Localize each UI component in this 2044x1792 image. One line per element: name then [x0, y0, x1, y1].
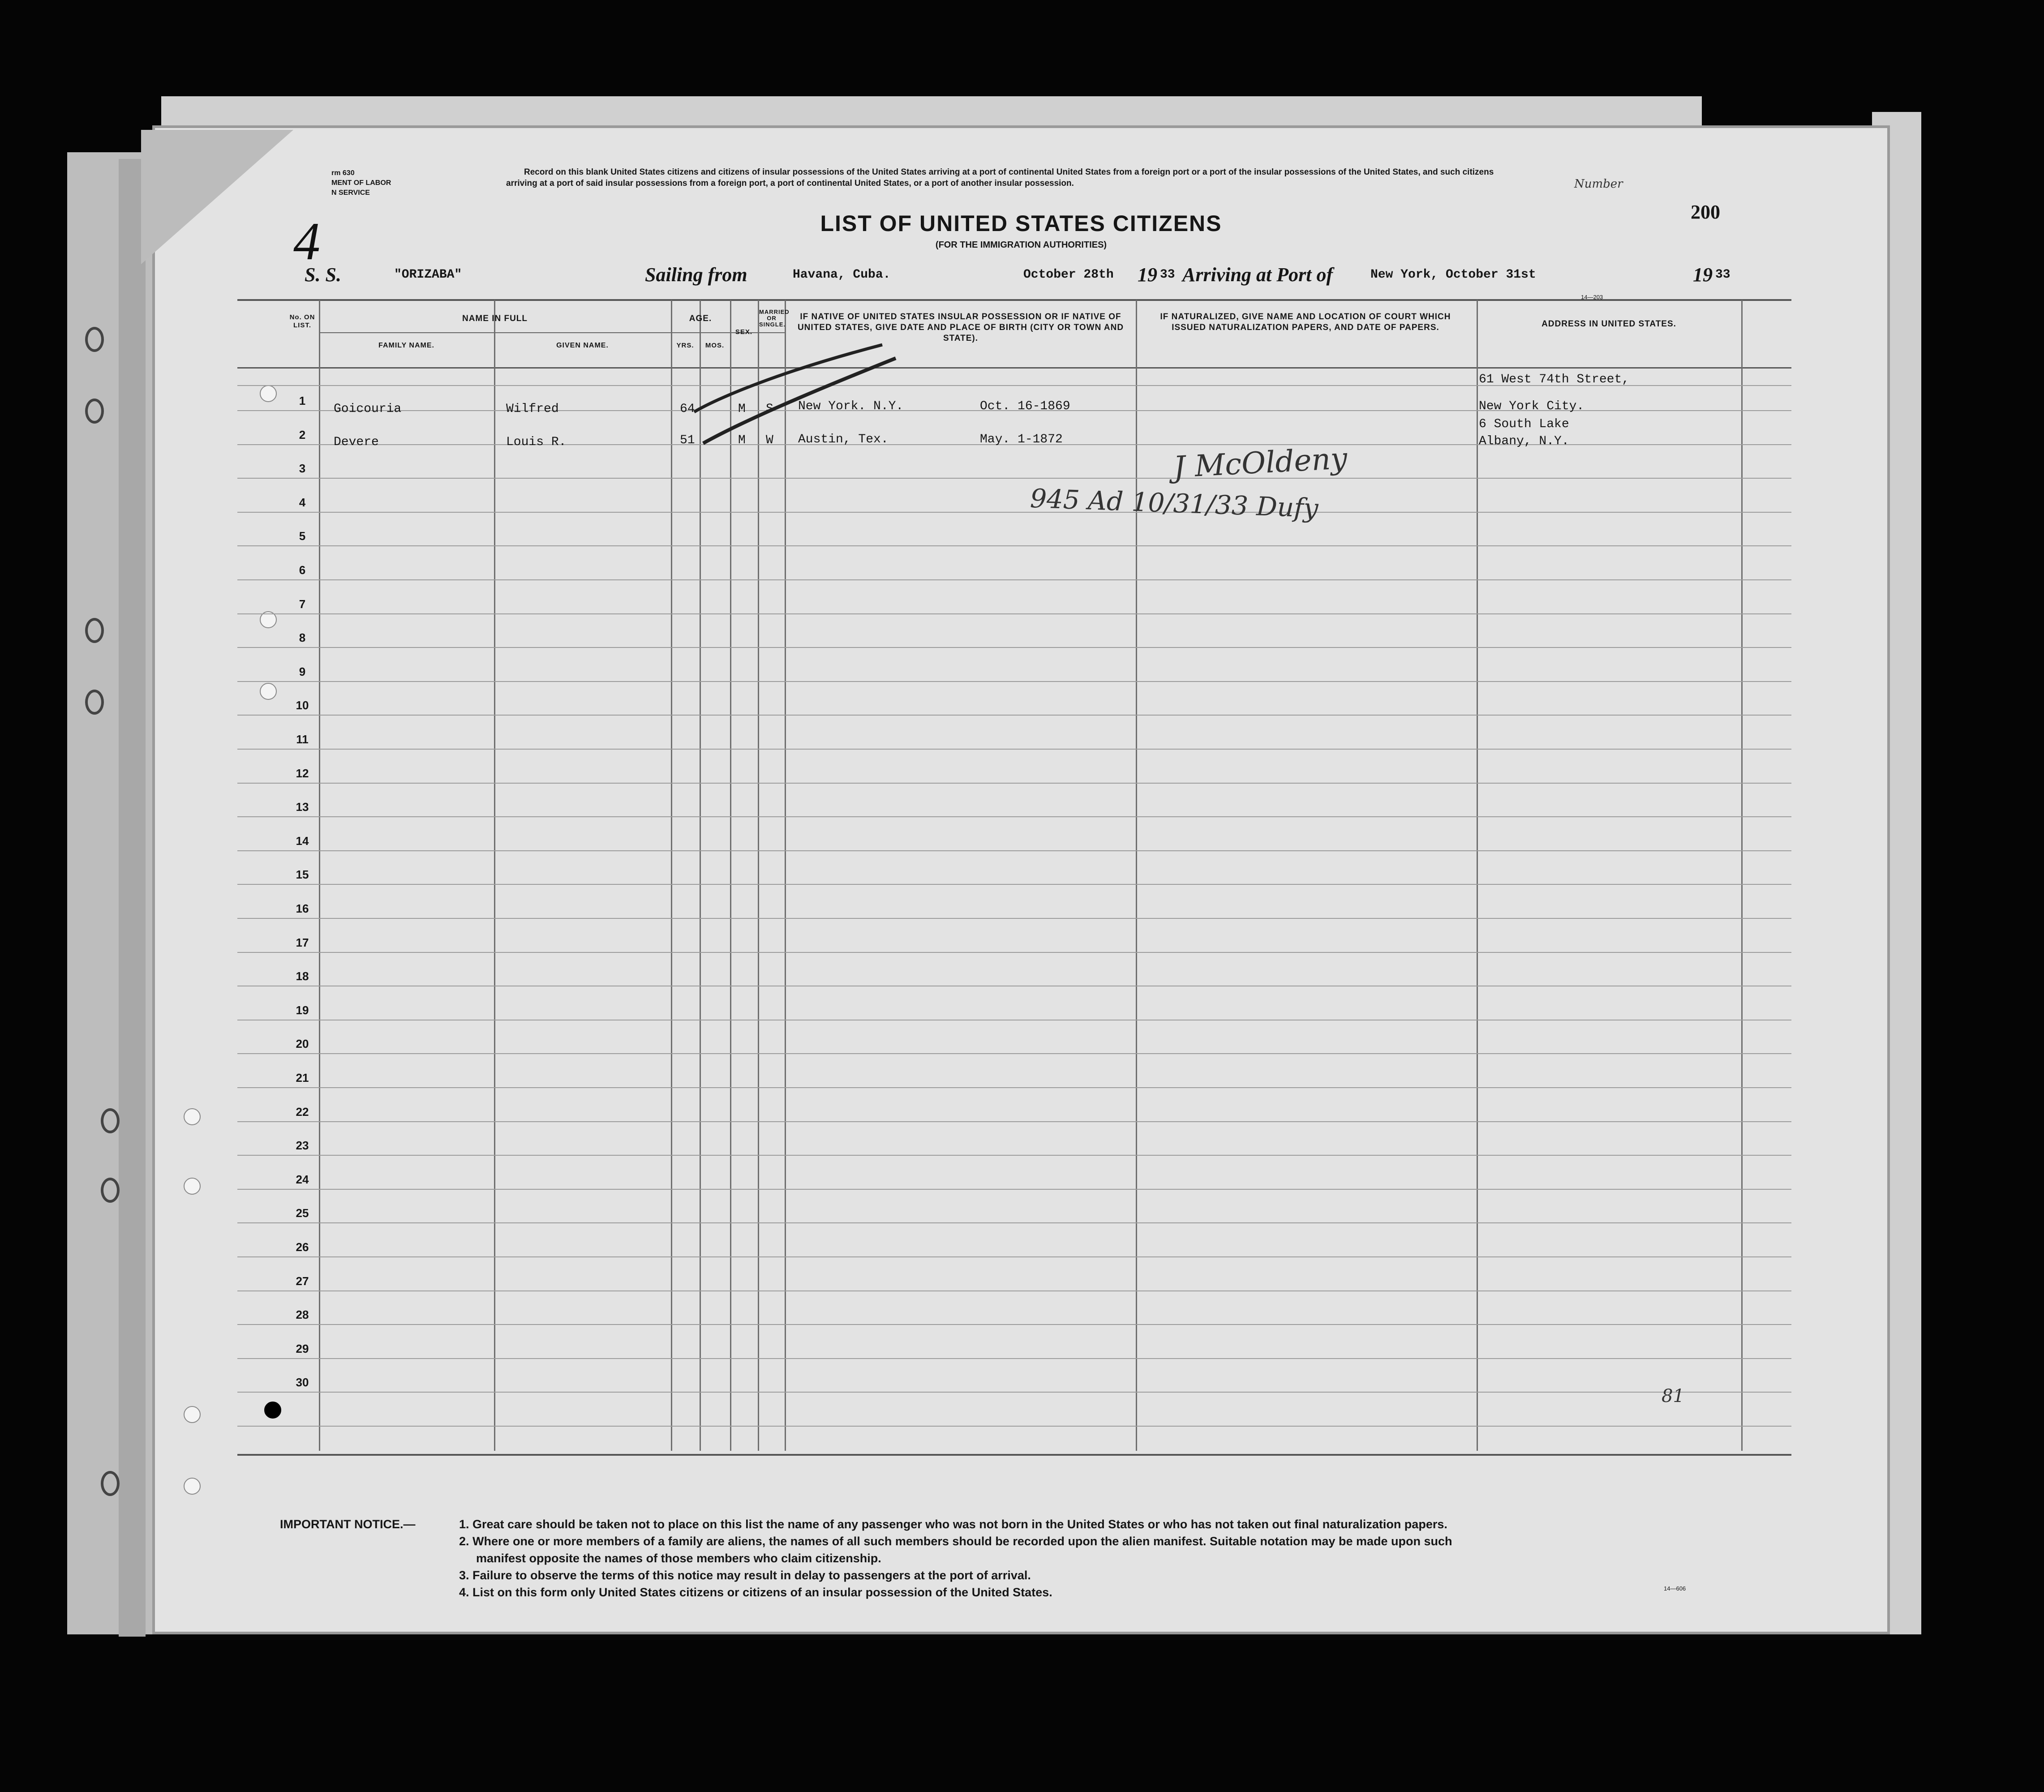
row-line [237, 1222, 1791, 1223]
header-no-on-list: No. ON LIST. [289, 313, 315, 329]
sex: M [738, 402, 746, 416]
column-line [785, 300, 786, 1451]
port-of-departure: Havana, Cuba. [793, 268, 891, 282]
row-number: 26 [296, 1240, 309, 1254]
sailing-label: Sailing from [645, 264, 747, 286]
marital-status: S [766, 402, 773, 416]
address-line: Albany, N.Y. [1479, 434, 1569, 448]
printer-code: 14—203 [1581, 294, 1603, 300]
row-number: 6 [299, 563, 306, 577]
row-number: 29 [296, 1342, 309, 1355]
ship-name: "ORIZABA" [394, 268, 462, 282]
voyage-line [305, 263, 1872, 290]
row-line [237, 749, 1791, 750]
row-number: 17 [296, 936, 309, 949]
header-naturalization: IF NATURALIZED, GIVE NAME AND LOCATION OF COURT WHICH ISSUED NATURALIZATION PAPERS, AND DATE OF PAPERS. [1160, 312, 1451, 332]
header-place-of-birth: IF NATIVE OF UNITED STATES INSULAR POSSESSION OR IF NATIVE OF UNITED STATES, GIVE DATE AND PLACE OF BIRTH (CITY OR TOWN AND STATE). [797, 312, 1124, 343]
row-number: 14 [296, 834, 309, 848]
column-line [1136, 300, 1137, 1451]
row-number: 2 [299, 428, 306, 442]
row-number: 5 [299, 529, 306, 543]
row-line [237, 1290, 1791, 1291]
binder-ring [85, 327, 104, 352]
row-number: 8 [299, 631, 306, 644]
row-number: 27 [296, 1274, 309, 1288]
row-number: 18 [296, 969, 309, 983]
sex: M [738, 433, 746, 447]
row-line [237, 579, 1791, 580]
arriving-label: Arriving at Port of [1182, 264, 1333, 286]
page-number: 81 [1662, 1386, 1684, 1406]
header-sex: SEX. [735, 328, 753, 336]
address-line: New York City. [1479, 399, 1585, 413]
notice-item: 2. Where one or more members of a family are aliens, the names of all such members should be recorded upon the alien manifest. Suitable notation may be made upon such [459, 1535, 1452, 1548]
row-line [237, 715, 1791, 716]
form-instructions: Record on this blank United States citizens and citizens of insular possessions of the United States arriving at a port of continental United States from a foreign port or a port of the insular possessions of the United States, and such citizens arriving at a port of said insular possessions from a foreign port, a port of continental United States, or a port of another insular possession. [506, 167, 1494, 188]
binder-ring [85, 618, 104, 643]
address-line: 6 South Lake [1479, 417, 1569, 431]
table-frame [237, 299, 1791, 1456]
row-line [237, 1256, 1791, 1257]
row-line [237, 1426, 1791, 1427]
row-number: 13 [296, 800, 309, 814]
page-subtitle: (FOR THE IMMIGRATION AUTHORITIES) [935, 240, 1107, 250]
header-yrs: YRS. [676, 342, 694, 349]
inspector-signature: J McOldeny [1172, 441, 1348, 485]
family-name: Goicouria [334, 402, 402, 416]
form-number: rm 630 [331, 169, 355, 177]
row-number: 21 [296, 1071, 309, 1085]
row-line [237, 884, 1791, 885]
row-number: 22 [296, 1105, 309, 1119]
punch-hole [184, 1178, 201, 1195]
row-line [237, 816, 1791, 817]
given-name: Louis R. [506, 435, 567, 449]
binder-ring [101, 1178, 120, 1203]
row-line [237, 1053, 1791, 1054]
header-given-name: GIVEN NAME. [556, 342, 609, 349]
row-line [237, 850, 1791, 851]
binder-strip [119, 159, 146, 1637]
corner-number: 4 [293, 211, 320, 271]
birthplace: Austin, Tex. [798, 433, 889, 446]
row-number: 12 [296, 767, 309, 780]
header-name-in-full: NAME IN FULL [462, 314, 528, 323]
row-line [237, 478, 1791, 479]
punch-hole [184, 1108, 201, 1125]
row-number: 25 [296, 1206, 309, 1220]
column-line [730, 300, 731, 1451]
row-number: 30 [296, 1376, 309, 1389]
row-number: 11 [296, 733, 309, 746]
check-mark [690, 331, 923, 448]
notice-item: 3. Failure to observe the terms of this notice may result in delay to passengers at the port of arrival. [459, 1569, 1031, 1582]
family-name: Devere [334, 435, 379, 449]
column-line [1477, 300, 1478, 1451]
row-number: 16 [296, 902, 309, 915]
notice-item: 4. List on this form only United States citizens or citizens of an insular possession of the United States. [459, 1586, 1052, 1599]
row-line [237, 1324, 1791, 1325]
row-line [237, 545, 1791, 546]
row-number: 1 [299, 394, 306, 407]
row-number: 20 [296, 1037, 309, 1050]
marital-status: W [766, 433, 773, 447]
row-line [237, 512, 1791, 513]
row-number: 4 [299, 496, 306, 509]
row-line [237, 681, 1791, 682]
page-title: LIST OF UNITED STATES CITIZENS [820, 211, 1222, 236]
row-line [237, 613, 1791, 614]
row-number: 28 [296, 1308, 309, 1321]
row-line [237, 1121, 1791, 1122]
header-mos: MOS. [705, 342, 725, 349]
row-line [237, 1155, 1791, 1156]
row-number: 9 [299, 665, 306, 678]
row-number: 23 [296, 1139, 309, 1152]
header-age: AGE. [689, 314, 712, 323]
row-number: 3 [299, 462, 306, 475]
arrival-year: 33 [1715, 268, 1731, 282]
binder-ring [85, 690, 104, 715]
departure-date: October 28th [1023, 268, 1114, 282]
punch-hole [184, 1406, 201, 1423]
row-number: 15 [296, 868, 309, 881]
given-name: Wilfred [506, 402, 559, 416]
row-number: 10 [296, 699, 309, 712]
birthdate: Oct. 16-1869 [980, 399, 1070, 413]
header-rule [237, 367, 1791, 369]
row-number: 24 [296, 1173, 309, 1186]
number-label: Number [1574, 177, 1623, 191]
birthplace: New York. N.Y. [798, 399, 904, 413]
departure-year: 33 [1160, 268, 1175, 282]
row-line [237, 918, 1791, 919]
ss-label: S. S. [305, 264, 341, 286]
punch-hole [184, 1478, 201, 1495]
address-line: 61 West 74th Street, [1479, 373, 1630, 386]
birthdate: May. 1-1872 [980, 433, 1063, 446]
binder-ring [101, 1471, 120, 1496]
binder-ring [101, 1108, 120, 1133]
header-family-name: FAMILY NAME. [378, 342, 434, 349]
folded-corner [141, 130, 293, 264]
number-value: 200 [1691, 201, 1720, 223]
row-line [237, 1358, 1791, 1359]
footer-code: 14—606 [1664, 1585, 1686, 1592]
column-line [758, 300, 759, 1451]
age-years: 64 [680, 402, 695, 416]
row-line [237, 1087, 1791, 1088]
service-label: N SERVICE [331, 189, 370, 197]
notice-item: manifest opposite the names of those members who claim citizenship. [476, 1552, 881, 1565]
column-line [700, 300, 701, 1451]
departure-year-prefix: 19 [1138, 264, 1157, 286]
column-line [1741, 300, 1743, 1451]
row-line [237, 647, 1791, 648]
row-line [237, 952, 1791, 953]
row-line [237, 1392, 1791, 1393]
row-number: 19 [296, 1003, 309, 1017]
column-line [494, 300, 495, 1451]
column-line [319, 300, 320, 1451]
row-line [237, 783, 1791, 784]
arrival-port: New York, October 31st [1370, 268, 1536, 282]
arrival-year-prefix: 19 [1693, 264, 1713, 286]
binder-ring [85, 399, 104, 424]
age-years: 51 [680, 433, 695, 447]
notice-item: 1. Great care should be taken not to place on this list the name of any passenger who was not born in the United States or who has not taken out final naturalization papers. [459, 1518, 1447, 1531]
header-married-or-single: MARRIED OR SINGLE. [759, 309, 790, 328]
header-address: ADDRESS IN UNITED STATES. [1542, 319, 1676, 329]
inspection-stamp: 945 Ad 10/31/33 Dufy [1030, 483, 1319, 524]
department-label: MENT OF LABOR [331, 179, 391, 187]
column-line [671, 300, 672, 1451]
row-line [237, 1189, 1791, 1190]
notice-title: IMPORTANT NOTICE.— [280, 1518, 416, 1531]
row-number: 7 [299, 597, 306, 611]
